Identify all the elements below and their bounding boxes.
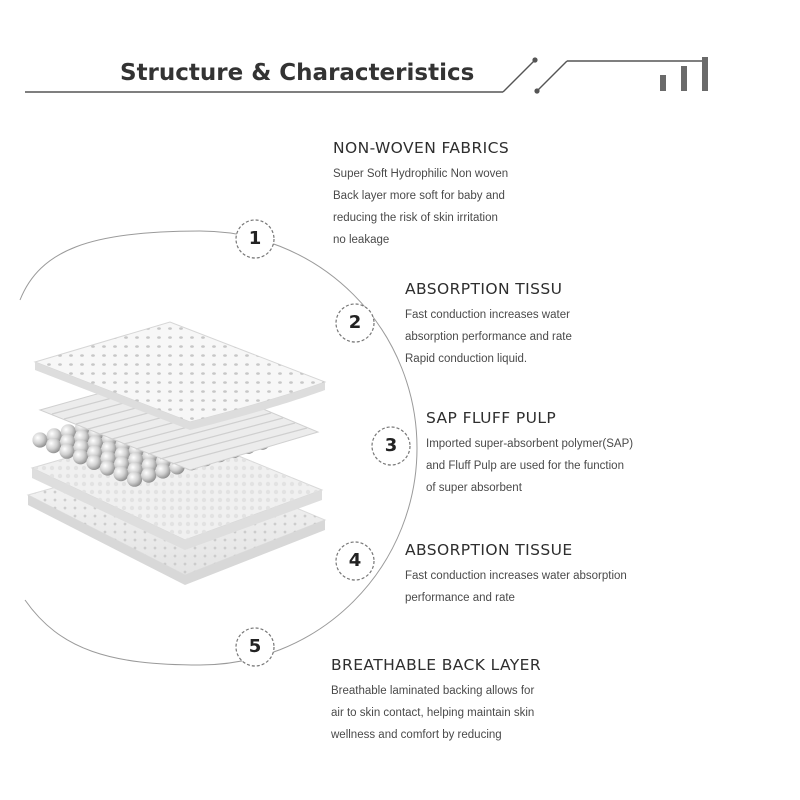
- sap-sphere: [73, 449, 88, 464]
- feature-description: Fast conduction increases water absorption: [405, 570, 627, 582]
- feature-description: of super absorbent: [426, 482, 522, 494]
- sap-sphere: [100, 460, 115, 475]
- feature-title: BREATHABLE BACK LAYER: [331, 656, 542, 674]
- step-number-3: 3: [384, 435, 398, 456]
- sap-sphere: [32, 432, 47, 447]
- feature-title: ABSORPTION TISSUE: [405, 541, 573, 559]
- bar-chart-icon: [660, 57, 708, 91]
- step-number-2: 2: [348, 312, 362, 333]
- sap-sphere: [155, 463, 170, 478]
- feature-description: and Fluff Pulp are used for the function: [426, 460, 624, 472]
- feature-sap-fluff-pulp: [426, 409, 796, 499]
- step-number-1: 1: [248, 228, 262, 249]
- sap-sphere: [141, 468, 156, 483]
- feature-description: wellness and comfort by reducing: [331, 729, 502, 741]
- feature-description: Imported super-absorbent polymer(SAP): [426, 438, 634, 450]
- sap-sphere: [59, 444, 74, 459]
- feature-description: reducing the risk of skin irritation: [333, 212, 498, 224]
- feature-title: SAP FLUFF PULP: [426, 409, 557, 427]
- feature-description: no leakage: [333, 234, 390, 246]
- feature-description: absorption performance and rate: [405, 331, 572, 343]
- layer-stack: [28, 322, 325, 585]
- feature-description: air to skin contact, helping maintain skin: [331, 707, 535, 719]
- feature-non-woven-fabrics: [333, 139, 703, 251]
- feature-description: Rapid conduction liquid.: [405, 353, 528, 365]
- feature-absorption-tissu: [405, 280, 775, 370]
- step-number-4: 4: [348, 550, 362, 571]
- step-number-5: 5: [248, 636, 262, 657]
- sap-sphere: [127, 472, 142, 487]
- feature-title: ABSORPTION TISSU: [405, 280, 563, 298]
- feature-description: performance and rate: [405, 592, 515, 604]
- sap-sphere: [46, 438, 61, 453]
- feature-description: Super Soft Hydrophilic Non woven: [333, 168, 509, 180]
- feature-absorption-tissue: [405, 541, 775, 609]
- feature-description: Fast conduction increases water: [405, 309, 570, 321]
- feature-description: Breathable laminated backing allows for: [331, 685, 535, 697]
- page-title: Structure & Characteristics: [120, 60, 475, 86]
- feature-title: NON-WOVEN FABRICS: [333, 139, 510, 157]
- sap-sphere: [113, 466, 128, 481]
- feature-breathable-back-layer: [331, 656, 701, 746]
- feature-description: Back layer more soft for baby and: [333, 190, 505, 202]
- sap-sphere: [86, 455, 101, 470]
